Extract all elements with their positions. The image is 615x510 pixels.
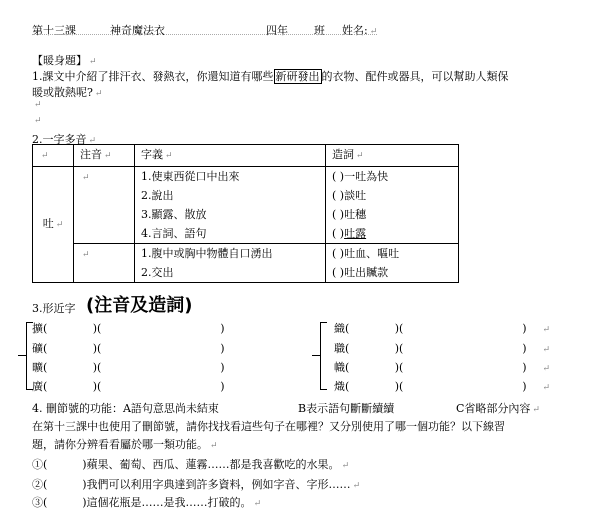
section-4-heading: 4. 刪節號的功能：A語句意思尚未結束	[32, 402, 219, 415]
section-4-intro-1: 在第十三課中也使用了刪節號，請你找找看這些句子在哪裡？又分別使用了哪一個功能？以下線習	[32, 420, 505, 433]
col-header-words: 造詞 ↵	[326, 145, 459, 167]
overlay-annotation: (注音及造詞)	[86, 295, 193, 316]
section-4-option-b: B表示語句斷斷續續	[298, 402, 395, 415]
near-char-right-2: 職( )( ) ↵	[334, 342, 551, 355]
word-item: ( )吐穗	[332, 208, 367, 221]
words-cell	[326, 167, 459, 244]
near-char-left-1: 擴( )( )	[32, 322, 225, 335]
warmup-heading: 【暖身題】 ↵	[32, 54, 97, 67]
right-bracket-tick	[312, 355, 320, 356]
section-2-heading: 2.一字多音 ↵	[32, 133, 97, 146]
target-character: 吐 ↵	[33, 167, 74, 283]
near-char-left-3: 曠( )( )	[32, 361, 225, 374]
name-label: 姓名: ↵	[342, 24, 378, 37]
grade-label: 四年	[266, 24, 288, 37]
near-char-left-2: 礦( )( )	[32, 342, 225, 355]
meaning-item: 2.說出	[141, 189, 174, 202]
pronunciation-table	[32, 144, 459, 283]
meaning-item: 3.顯露、散放	[141, 208, 207, 221]
meaning-item: 1.腹中或胸中物體自口湧出	[141, 247, 273, 260]
section-4-option-c: C省略部分內容 ↵	[456, 402, 540, 415]
near-char-right-3: 幟( )( ) ↵	[334, 361, 551, 374]
zhuyin-cell[interactable]: ↵	[74, 244, 135, 283]
exercise-item-3: ③( )這個花瓶是……是我……打破的。 ↵	[32, 496, 262, 509]
section-3-heading: 3.形近字	[32, 302, 76, 315]
meaning-item: 1.使東西從口中出來	[141, 170, 240, 183]
section-4-intro-2: 題，請你分辨看看屬於哪一類功能。 ↵	[32, 438, 218, 451]
blank-line: ↵	[34, 100, 42, 110]
word-item: ( )吐血、嘔吐	[332, 247, 400, 260]
exercise-item-1: ①( )蘋果、葡萄、西瓜、蓮霧……都是我喜歡吃的水果。 ↵	[32, 458, 350, 471]
left-bracket-tick	[18, 355, 26, 356]
meaning-cell	[135, 167, 326, 244]
words-cell	[326, 244, 459, 283]
near-char-left-4: 廣( )( )	[32, 380, 225, 393]
header-line	[32, 22, 76, 38]
lesson-number: 第十三課	[32, 24, 76, 37]
col-header-meaning: 字義 ↵	[135, 145, 326, 167]
near-char-right-1: 織( )( ) ↵	[334, 322, 551, 335]
zhuyin-cell[interactable]: ↵	[74, 167, 135, 244]
word-item: ( )吐出贓款	[332, 266, 389, 279]
lesson-title: 神奇魔法衣	[110, 24, 165, 37]
meaning-cell	[135, 244, 326, 283]
word-item: ( )一吐為快	[332, 170, 389, 183]
near-char-right-4: 熾( )( ) ↵	[334, 380, 551, 393]
exercise-item-2: ②( )我們可以利用字典達到許多資料，例如字音、字形…… ↵	[32, 478, 361, 491]
warmup-question-1: 1.課文中介紹了排汗衣、發熱衣，你還知道有哪些 新研發出 的衣物、配件或器具，可以幫助人類保	[32, 70, 509, 83]
right-bracket	[320, 322, 327, 390]
blank-line: ↵	[34, 116, 42, 126]
header-rule	[32, 34, 377, 35]
word-item: ( )吐露	[332, 227, 367, 240]
meaning-item: 2.交出	[141, 266, 174, 279]
warmup-question-1-line2: 暖或散熱呢? ↵	[32, 86, 103, 99]
word-item: ( )談吐	[332, 189, 367, 202]
class-label: 班	[314, 24, 325, 37]
table-row	[33, 244, 459, 283]
meaning-item: 4.言詞、語句	[141, 227, 207, 240]
boxed-phrase: 新研發出	[275, 70, 320, 83]
col-header-zhuyin: 注音 ↵	[74, 145, 135, 167]
table-header-row: ↵ 注音 ↵ 字義 ↵ 造詞 ↵	[33, 145, 459, 167]
table-row	[33, 167, 459, 244]
